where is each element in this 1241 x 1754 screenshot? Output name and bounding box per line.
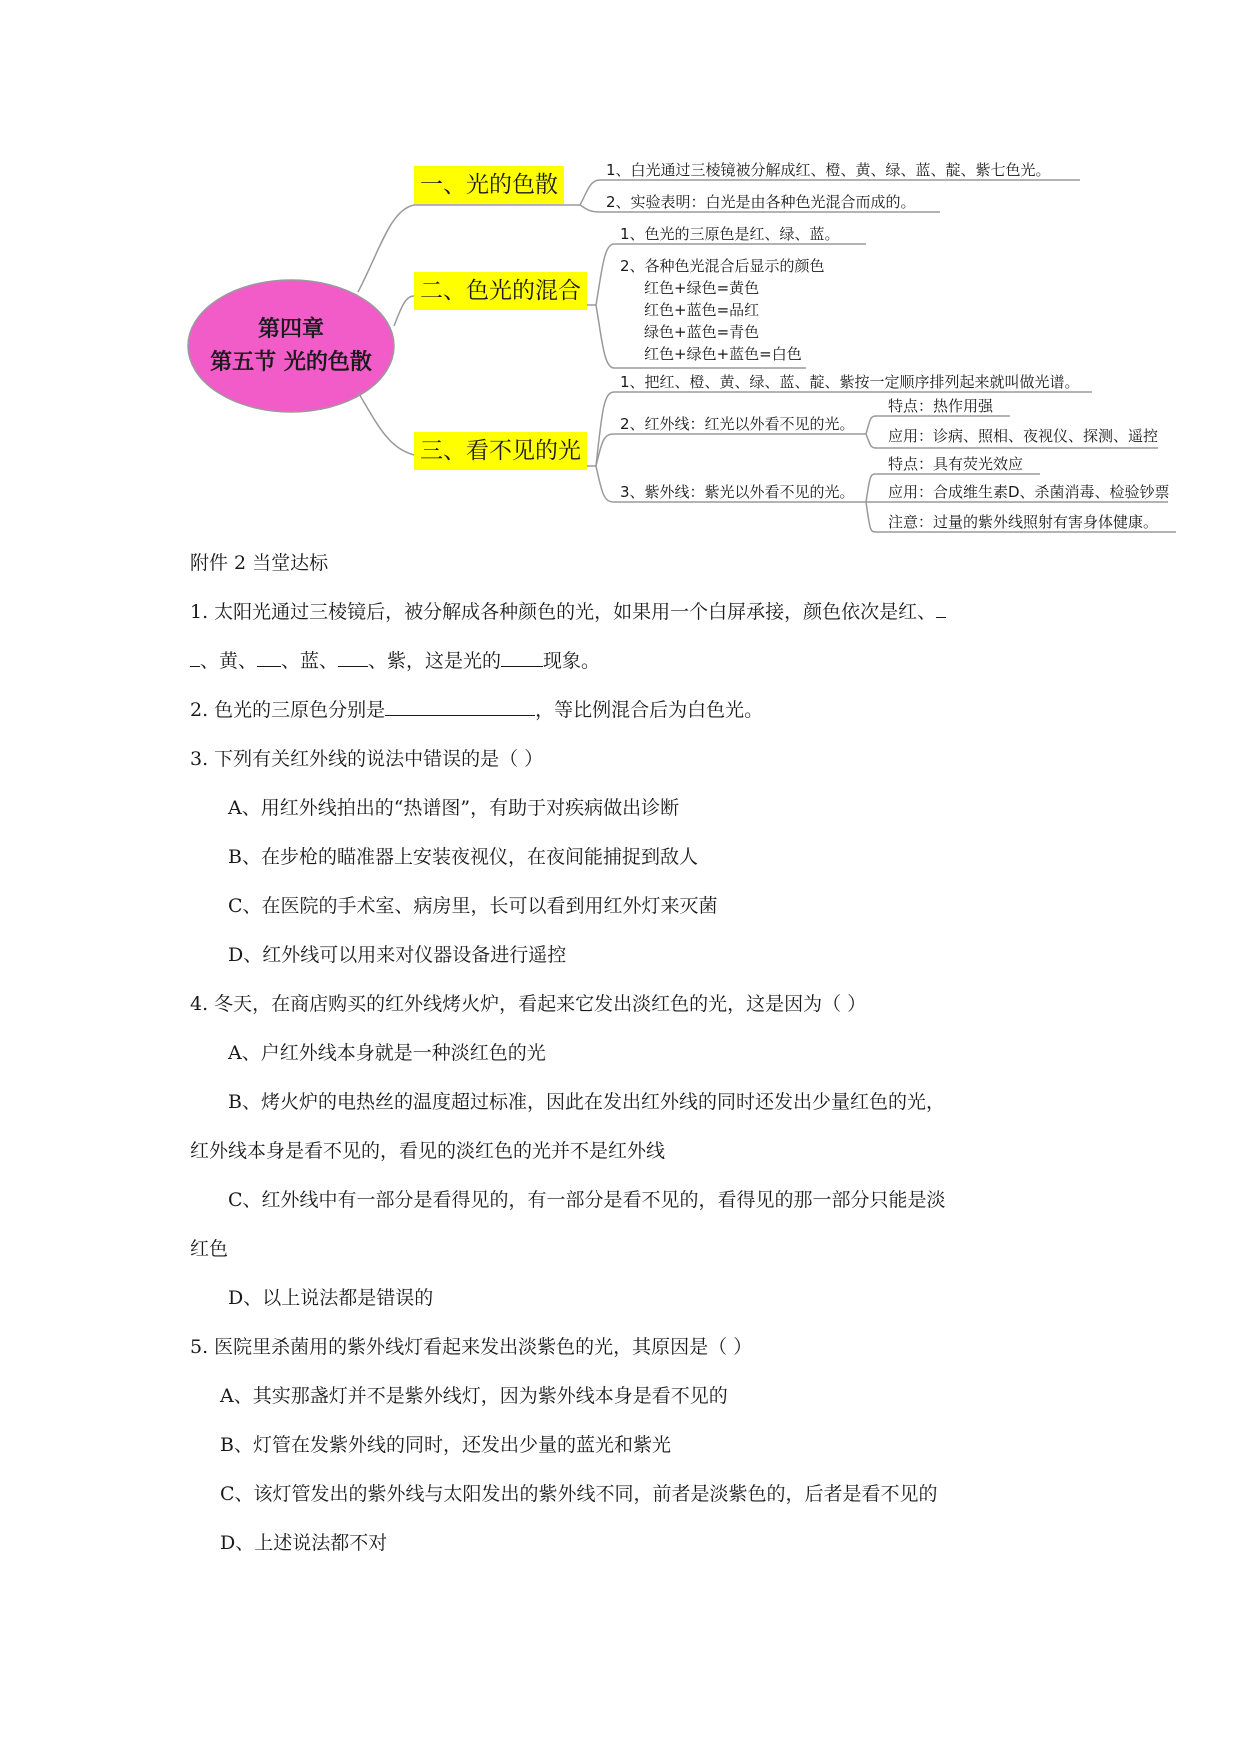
leaf-mix-all: 红色+绿色+蓝色=白色: [644, 345, 802, 363]
q3-stem: 3. 下列有关红外线的说法中错误的是（ ）: [190, 748, 544, 770]
leaf-uv-feature: 特点：具有荧光效应: [888, 455, 1024, 473]
q4-option-b-line2: 红外线本身是看不见的，看见的淡红色的光并不是红外线: [190, 1140, 666, 1162]
q5-option-c: C、该灯管发出的紫外线与太阳发出的紫外线不同，前者是淡紫色的，后者是看不见的: [220, 1483, 938, 1505]
leaf-mixing-2: 2、各种色光混合后显示的颜色: [620, 257, 825, 275]
q2-text-a: 2. 色光的三原色分别是: [190, 699, 386, 721]
worksheet-heading: 附件 2 当堂达标: [190, 552, 329, 574]
q5-option-b: B、灯管在发紫外线的同时，还发出少量的蓝光和紫光: [220, 1434, 671, 1456]
leaf-mix-red-green: 红色+绿色=黄色: [644, 279, 760, 297]
q1-line-2: [190, 646, 600, 673]
leaf-uv-use: 应用：合成维生素D、杀菌消毒、检验钞票: [888, 483, 1170, 501]
center-node-section: 第五节 光的色散: [210, 350, 372, 375]
q1-blank-3: [338, 648, 368, 667]
leaf-spectrum: 1、把红、橙、黄、绿、蓝、靛、紫按一定顺序排列起来就叫做光谱。: [620, 373, 1080, 391]
q4-option-d: D、以上说法都是错误的: [228, 1287, 434, 1309]
q5-stem: 5. 医院里杀菌用的紫外线灯看起来发出淡紫色的光，其原因是（ ）: [190, 1336, 753, 1358]
center-node-chapter: 第四章: [257, 317, 324, 342]
q4-option-b-line1: B、烤火炉的电热丝的温度超过标准，因此在发出红外线的同时还发出少量红色的光，: [228, 1091, 945, 1113]
leaf-mixing-1: 1、色光的三原色是红、绿、蓝。: [620, 225, 840, 243]
q4-option-a: A、户红外线本身就是一种淡红色的光: [228, 1042, 546, 1064]
branch-invisible-light: 三、看不见的光: [414, 432, 587, 470]
q1-blank-2: [257, 648, 281, 667]
leaf-dispersion-1: 1、白光通过三棱镜被分解成红、橙、黄、绿、蓝、靛、紫七色光。: [606, 161, 1051, 179]
mind-map: [0, 0, 1241, 560]
q2-blank: [385, 697, 535, 716]
q3-option-b: B、在步枪的瞄准器上安装夜视仪，在夜间能捕捉到敌人: [228, 846, 698, 868]
q2-line: [190, 695, 763, 722]
q4-stem: 4. 冬天，在商店购买的红外线烤火炉，看起来它发出淡红色的光，这是因为（ ）: [190, 993, 867, 1015]
q1-text-a: 1. 太阳光通过三棱镜后，被分解成各种颜色的光，如果用一个白屏承接，颜色依次是红、: [190, 601, 937, 623]
branch-color-mixing: 二、色光的混合: [414, 272, 587, 310]
leaf-mix-red-blue: 红色+蓝色=品红: [644, 301, 760, 319]
q5-option-d: D、上述说法都不对: [220, 1532, 388, 1554]
q1-blank-1b: [190, 648, 200, 667]
q3-option-a: A、用红外线拍出的“热谱图”，有助于对疾病做出诊断: [228, 797, 680, 819]
center-node: [187, 278, 395, 414]
leaf-infrared-use: 应用：诊病、照相、夜视仪、探测、遥控: [888, 427, 1159, 445]
leaf-infrared: 2、红外线：红光以外看不见的光。: [620, 415, 855, 433]
q5-option-a: A、其实那盏灯并不是紫外线灯，因为紫外线本身是看不见的: [220, 1385, 728, 1407]
q1-text-d: 、紫，这是光的: [368, 650, 502, 672]
connector-branch-2: [394, 296, 414, 326]
q1-text-e: 现象。: [543, 650, 601, 672]
q3-option-d: D、红外线可以用来对仪器设备进行遥控: [228, 944, 567, 966]
leaf-mix-green-blue: 绿色+蓝色=青色: [644, 323, 760, 341]
q1-blank-1: [936, 599, 946, 618]
leaf-ultraviolet: 3、紫外线：紫光以外看不见的光。: [620, 483, 855, 501]
q3-option-c: C、在医院的手术室、病房里，长可以看到用红外灯来灭菌: [228, 895, 718, 917]
q2-text-b: ，等比例混合后为白色光。: [535, 699, 764, 721]
q4-option-c-line2: 红色: [190, 1238, 229, 1260]
leaf-dispersion-2: 2、实验表明：白光是由各种色光混合而成的。: [606, 193, 916, 211]
q1-line-1: [190, 597, 946, 624]
q1-text-b: 、黄、: [200, 650, 258, 672]
q1-text-c: 、蓝、: [281, 650, 339, 672]
q1-blank-4: [501, 648, 543, 667]
q4-option-c-line1: C、红外线中有一部分是看得见的，有一部分是看不见的，看得见的那一部分只能是淡: [228, 1189, 946, 1211]
leaf-infrared-feature: 特点：热作用强: [888, 397, 994, 415]
leaf-uv-warning: 注意：过量的紫外线照射有害身体健康。: [888, 513, 1159, 531]
branch-dispersion: 一、光的色散: [414, 166, 564, 204]
